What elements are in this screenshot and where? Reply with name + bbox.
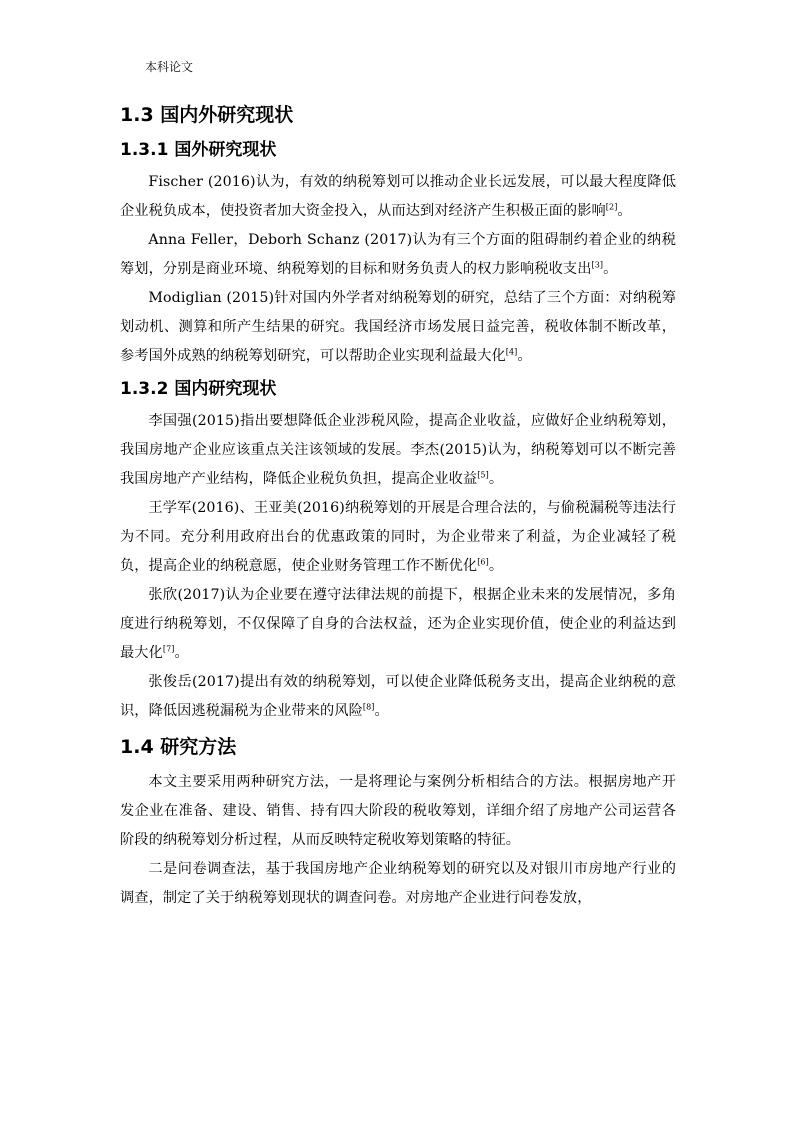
citation-ref: [2] [605, 202, 618, 212]
paragraph: 王学军(2016)、王亚美(2016)纳税筹划的开展是合理合法的，与偷税漏税等违法行为不同。充分利用政府出台的优惠政策的同时，为企业带来了利益，为企业减轻了税负，提高企业的纳税意愿，使企业财务管理工作不断优化[6]。 [120, 500, 676, 574]
paragraph: 李国强(2015)指出要想降低企业涉税风险，提高企业收益，应做好企业纳税筹划，我国房地产企业应该重点关注该领域的发展。李杰(2015)认为，纳税筹划可以不断完善我国房地产产业结构，降低企业税负负担，提高企业收益[5]。 [120, 413, 676, 487]
paragraph: Anna Feller，Deborh Schanz (2017)认为有三个方面的阻碍制约着企业的纳税筹划，分别是商业环境、纳税筹划的目标和财务负责人的权力影响税收支出[3]。 [120, 232, 676, 277]
paragraph: Fischer (2016)认为，有效的纳税筹划可以推动企业长远发展，可以最大程度降低企业税负成本，使投资者加大资金投入，从而达到对经济产生积极正面的影响[2]。 [120, 174, 676, 219]
section-heading-1-4: 1.4 研究方法 [120, 736, 237, 758]
subsection-heading-1-3-2: 1.3.2 国内研究现状 [120, 379, 277, 399]
page-header: 本科论文 [145, 60, 194, 74]
citation-ref: [5] [477, 470, 489, 480]
paragraph: Modiglian (2015)针对国内外学者对纳税筹划的研究，总结了三个方面：对纳税筹划动机、测算和所产生结果的研究。我国经济市场发展日益完善，税收体制不断改革，参考国外成熟的纳税筹划研究，可以帮助企业实现利益最大化[4]。 [120, 290, 676, 364]
citation-ref: [3] [591, 260, 604, 270]
paragraph: 张俊岳(2017)提出有效的纳税筹划，可以使企业降低税务支出，提高企业纳税的意识，降低因逃税漏税为企业带来的风险[8]。 [120, 674, 676, 719]
citation-ref: [6] [477, 557, 489, 567]
citation-ref: [8] [362, 702, 375, 712]
citation-ref: [7] [162, 644, 175, 654]
paragraph: 张欣(2017)认为企业要在遵守法律法规的前提下，根据企业未来的发展情况，多角度进行纳税筹划，不仅保障了自身的合法权益，还为企业实现价值，使企业的利益达到最大化[7]。 [120, 587, 676, 661]
subsection-heading-1-3-1: 1.3.1 国外研究现状 [120, 140, 277, 160]
citation-ref: [4] [505, 347, 518, 357]
document-body [120, 100, 676, 913]
paragraph: 二是问卷调查法，基于我国房地产企业纳税筹划的研究以及对银川市房地产行业的调查，制定了关于纳税筹划现状的调查问卷。对房地产企业进行问卷发放， [120, 861, 676, 906]
section-heading-1-3: 1.3 国内外研究现状 [120, 104, 294, 126]
paragraph: 本文主要采用两种研究方法，一是将理论与案例分析相结合的方法。根据房地产开发企业在准备、建设、销售、持有四大阶段的税收筹划，详细介绍了房地产公司运营各阶段的纳税筹划分析过程，从而反映特定税收筹划策略的特征。 [120, 774, 676, 848]
